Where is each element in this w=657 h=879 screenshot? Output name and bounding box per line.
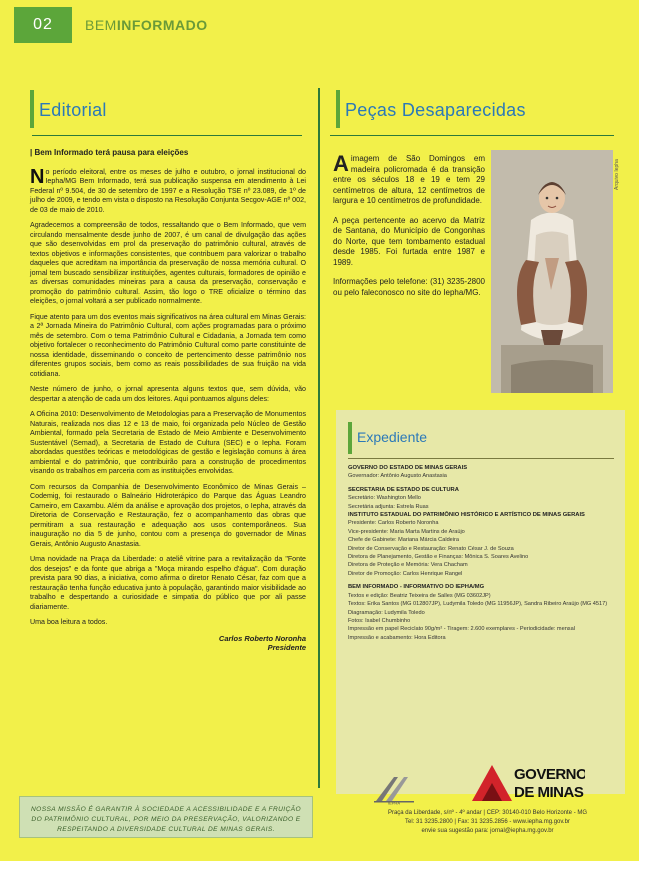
pecas-paragraph-1: [333, 151, 485, 207]
bi-line-3: Diagramação: Ludymila Toledo: [348, 609, 425, 616]
page-margin-right: [639, 0, 657, 879]
signature-role: Presidente: [267, 643, 306, 652]
inst-heading: INSTITUTO ESTADUAL DO PATRIMÔNIO HISTÓRICO E ARTÍSTICO DE MINAS GERAIS: [348, 512, 585, 519]
expediente-body: [348, 464, 620, 642]
masthead: [85, 17, 208, 33]
expediente-divider: [348, 458, 614, 459]
address-line-2: Tel: 31 3235.2800 | Fax: 31 3235.2856 - www.iepha.mg.gov.br: [405, 819, 570, 825]
masthead-bold: INFORMADO: [116, 17, 208, 33]
editorial-body: [30, 148, 306, 659]
bi-line-6: Impressão e acabamento: Hora Editora: [348, 634, 446, 641]
masthead-light: BEM: [85, 17, 117, 33]
pecas-paragraph-2: A peça pertencente ao acervo da Matriz de Santana, do Município de Congonhas do Norte, que tem tombamento estadual desde 1985. Foi furtada entre 1987 e 1989.: [333, 215, 485, 267]
logo-text-de-minas: DE MINAS: [514, 784, 584, 801]
editorial-paragraph-2: Agradecemos a compreensão de todos, ressaltando que o Bem Informado, que vem circulando mensalmente desde junho de 2007, é um canal de divulgação das ações que são desenvolvidas em prol da preservação do patrimônio cultural, através de textos objetivos e informações consistentes, que contribuem para valorizar o trabalho daqueles que acreditam na importância da preservação de nossa memória cultural. O jornal tem buscado sensibilizar instituições, agentes culturais, formadores de opinião e as diversas comunidades mineiras para a causa da preservação, conservação e promoção do patrimônio cultural. Assim, tão logo o TRE oficialize o término das eleições, o jornal voltará a ser publicado normalmente.: [30, 221, 306, 305]
address-line-1: Praça da Liberdade, s/nº - 4º andar | CEP: 30140-010 Belo Horizonte - MG: [387, 810, 588, 816]
bi-line-1: Textos e edição: Beatriz Teixeira de Salles (MG 03602JP): [348, 592, 491, 599]
pecas-divider: [330, 135, 614, 136]
expediente-title-bar: [348, 422, 352, 454]
page-number: 02: [14, 7, 72, 43]
editorial-paragraph-3: Fique atento para um dos eventos mais significativos na área cultural em Minas Gerais: a 2ª Jornada Mineira do Patrimônio Cultural, com ações programadas para o próximo mês de setembro. Com o tema Patrimônio Cultural e Cidadania, a Jornada tem como objetivo fortalecer o reconhecimento do Patrimônio Cultural como parte constituinte de nossa identidade, disseminando o conceito de pertencimento desse patrimônio nos diferentes grupos sociais, bem como as reais possibilidades de sua fruição na vida cotidiana.: [30, 312, 306, 378]
bi-line-5: Impressão em papel Reciclato 90g/m² - Tiragem: 2.600 exemplares - Periodicidade: mensal: [348, 626, 575, 633]
drop-cap: N: [30, 165, 45, 188]
editorial-title-bar: [30, 90, 34, 128]
page-margin-bottom: [0, 861, 657, 879]
inst-line-7: Diretor de Promoção: Carlos Henrique Rangel: [348, 570, 463, 577]
pecas-body: [333, 151, 485, 307]
sec-line-2: Secretária adjunta: Estrela Ruas: [348, 503, 429, 510]
bi-heading: BEM INFORMADO - INFORMATIVO DO IEPHA/MG: [348, 584, 485, 591]
signature-name: Carlos Roberto Noronha: [218, 633, 306, 643]
editorial-lead: | Bem Informado terá pausa para eleições: [30, 148, 189, 157]
inst-line-1: Presidente: Carlos Roberto Noronha: [348, 520, 439, 527]
pecas-title: Peças Desaparecidas: [345, 100, 526, 120]
inst-line-4: Diretor de Conservação e Restauração: Renato César J. de Souza: [348, 545, 514, 552]
bi-line-2: Textos: Erika Santos (MG 012807JP), Ludymila Toledo (MG 11956JP), Sandra Ribeiro Araújo (MG 4517): [348, 601, 608, 608]
expediente-box: [336, 410, 625, 794]
editorial-paragraph-7: Uma novidade na Praça da Liberdade: o ateliê vitrine para a revitalização da "Fonte dos desejos" e da fonte que abriga a "Moça mirando espelho d'água". Com duração prevista para 90 dias, a iniciativa, como afirma o diretor Renato César, faz com que a restauração tenha função educativa junto à população, garantindo maior visibilidade ao trabalho e despertando a curiosidade e simpatia do público que por ali passe diariamente.: [30, 555, 306, 611]
pecas-header: [336, 90, 616, 130]
sec-line-1: Secretário: Washington Mello: [348, 495, 421, 502]
editorial-paragraph-1-text: o período eleitoral, entre os meses de julho e outubro, o jornal institucional do Iepha/MG Bem Informado, terá sua publicação suspensa em atendimento à Lei Federal nº 9.504, de 30 de setembro de 1997 e a Resolução TSE nº 23.089, de 1º de julho de 2009, e tendo em vista o disposto na Resolução Conjunta Secgov-AGE nº 002, de 03 de maio de 2010.: [30, 167, 306, 214]
editorial-divider: [32, 135, 302, 136]
mission-line-2: DO PATRIMÔNIO CULTURAL, POR MEIO DA PRESERVAÇÃO, VALORIZANDO E: [31, 816, 301, 823]
gov-heading: GOVERNO DO ESTADO DE MINAS GERAIS: [348, 465, 468, 471]
editorial-paragraph-4: Neste número de junho, o jornal apresenta alguns textos que, sem dúvida, vão despertar a atenção de cada um dos leitores. Aqui pontuamos alguns deles:: [30, 385, 306, 403]
drop-cap: A: [333, 151, 349, 176]
gov-line-1: Governador: Antônio Augusto Anastasia: [348, 473, 447, 480]
mission-line-1: NOSSA MISSÃO É GARANTIR À SOCIEDADE A ACESSIBILIDADE E A FRUIÇÃO: [31, 806, 301, 813]
inst-line-2: Vice-presidente: Maria Marta Martins de Araújo: [348, 528, 465, 535]
iepha-logo: [366, 773, 426, 805]
editorial-paragraph-5: A Oficina 2010: Desenvolvimento de Metodologias para a Preservação de Monumentos Naturais, realizada nos dias 12 e 13 de maio, foi organizada pelo Núcleo de Gestão Ambiental, formado pela Secretaria de Estado de Meio Ambiente e Desenvolvimento Sustentável (Semad), a Secretaria de Estado de Cultura (SEC) e o Iepha. Foram abordadas questões teóricas e metodológicas de gestão e legislação comuns à área ambiental e do patrimônio, que contribuirão para a construção de procedimentos visando os trabalhos em parceria com as instituições envolvidas.: [30, 410, 306, 475]
pecas-title-bar: [336, 90, 340, 128]
column-divider: [318, 88, 320, 788]
saint-statue-photo: [491, 150, 613, 393]
sec-heading: SECRETARIA DE ESTADO DE CULTURA: [348, 486, 459, 493]
expediente-title: Expediente: [357, 429, 428, 445]
footer-address: [355, 809, 620, 836]
pecas-paragraph-1-text: imagem de São Domingos em madeira policromada é da transição entre os séculos 18 e 19 e tem 29 centímetros de altura, 12 centímetros de largura e 10 centímetros de profundidade.: [333, 154, 485, 205]
mission-statement: [19, 796, 313, 838]
governo-de-minas-logo: [470, 757, 585, 805]
editorial-paragraph-8: Uma boa leitura a todos.: [30, 618, 108, 626]
inst-line-5: Diretora de Planejamento, Gestão e Finanças: Mônica S. Soares Avelino: [348, 554, 529, 561]
editorial-paragraph-6: Com recursos da Companhia de Desenvolvimento Econômico de Minas Gerais – Codemig, foi restaurado o Balneário Hidroterápico do Parque das Águas Leandro Carneiro, em Caxambu. Além da análise e aprovação dos projetos, o Iepha, através da Diretoria de Conservação e Restauração, fez o acompanhamento das obras que permitiram a sua restauração e adequação aos usos contemporâneos. Sua inauguração no dia 5 de junho, contou com a presença do governador de Minas Gerais, Antônio Augusto Anastasia.: [30, 482, 306, 548]
bi-line-4: Fotos: Isabel Chumbinho: [348, 617, 411, 624]
address-line-3: envie sua sugestão para: jornal@iepha.mg.gov.br: [421, 828, 554, 834]
editorial-header: [30, 90, 300, 130]
iepha-logo-text: IEPHA: [387, 800, 401, 805]
editorial-paragraph-1: [30, 165, 306, 216]
photo-credit: Arquivo Iepha: [614, 159, 620, 190]
pecas-paragraph-3: Informações pelo telefone: (31) 3235-2800 ou pelo faleconosco no site do Iepha/MG.: [333, 277, 485, 297]
inst-line-6: Diretora de Proteção e Memória: Vera Chacham: [348, 562, 468, 569]
editorial-title: Editorial: [39, 100, 107, 120]
inst-line-3: Chefe de Gabinete: Mariana Márcia Caldeira: [348, 537, 460, 544]
logo-text-governo: GOVERNO: [514, 766, 585, 783]
mission-line-3: RESPEITANDO A DIVERSIDADE CULTURAL DE MINAS GERAIS.: [57, 826, 275, 833]
